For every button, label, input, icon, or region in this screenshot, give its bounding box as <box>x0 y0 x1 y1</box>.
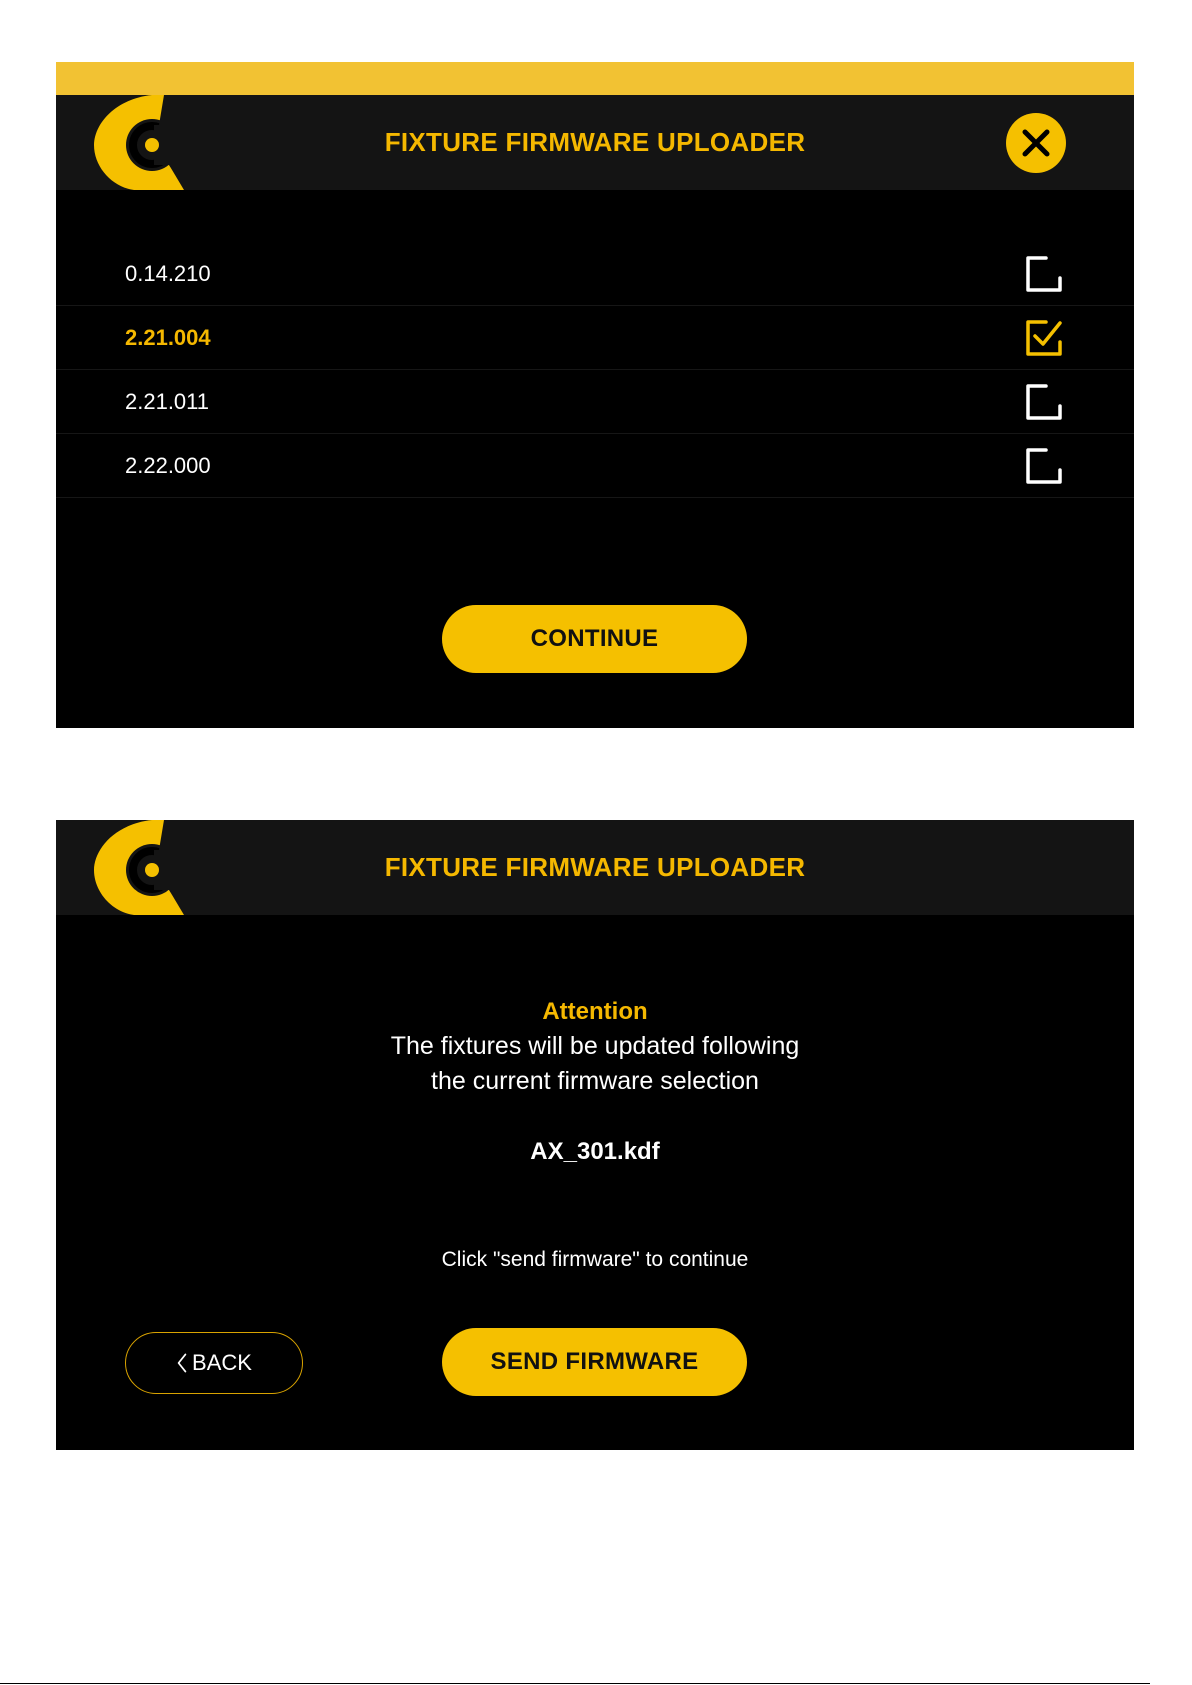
attention-message-line: the current firmware selection <box>431 1067 759 1095</box>
attention-message-line: The fixtures will be updated following <box>390 1032 800 1060</box>
firmware-version-label: 2.22.000 <box>125 453 211 478</box>
checkbox-unchecked-icon[interactable] <box>1024 446 1064 486</box>
firmware-version-label: 2.21.004 <box>125 325 211 350</box>
firmware-selection-panel <box>56 62 1134 728</box>
list-item[interactable] <box>56 242 1134 306</box>
send-firmware-button[interactable]: SEND FIRMWARE <box>442 1328 747 1396</box>
close-button[interactable] <box>1006 113 1066 173</box>
page-divider <box>0 1683 1150 1684</box>
header-title: FIXTURE FIRMWARE UPLOADER <box>384 127 806 157</box>
checkbox-unchecked-icon[interactable] <box>1024 254 1064 294</box>
firmware-file-name: AX_301.kdf <box>530 1138 660 1165</box>
continue-button[interactable]: CONTINUE <box>442 605 747 673</box>
app-header <box>56 95 1134 190</box>
continue-hint: Click "send firmware" to continue <box>441 1248 749 1271</box>
firmware-version-label: 2.21.011 <box>125 389 210 414</box>
attention-title: Attention <box>542 998 648 1025</box>
back-button[interactable] <box>125 1332 303 1394</box>
app-header <box>56 820 1134 915</box>
list-item[interactable] <box>56 306 1134 370</box>
chevron-left-icon <box>176 1352 188 1374</box>
close-x-icon <box>1006 113 1066 173</box>
list-item[interactable] <box>56 434 1134 498</box>
firmware-version-label: 0.14.210 <box>125 261 211 286</box>
top-accent-strip <box>56 62 1134 95</box>
send-firmware-panel <box>56 820 1134 1450</box>
back-button-label: BACK <box>192 1350 252 1375</box>
firmware-version-list <box>56 242 1134 498</box>
checkbox-checked-icon[interactable] <box>1024 318 1064 358</box>
checkbox-unchecked-icon[interactable] <box>1024 382 1064 422</box>
list-item[interactable] <box>56 370 1134 434</box>
header-title: FIXTURE FIRMWARE UPLOADER <box>384 852 806 882</box>
